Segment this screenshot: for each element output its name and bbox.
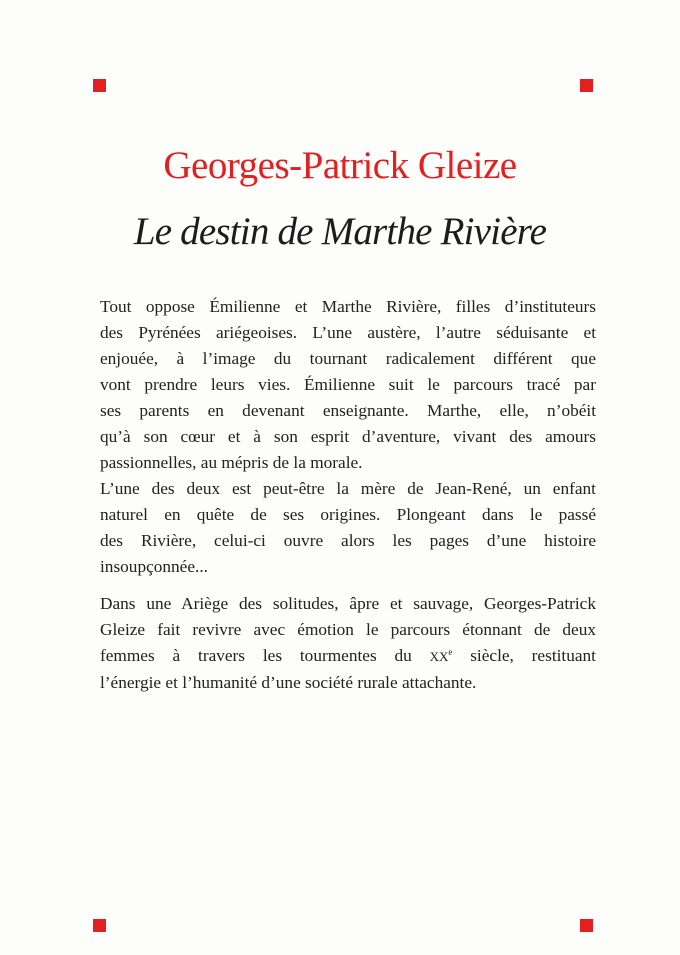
blurb-paragraph-2: [100, 476, 596, 580]
book-title: Le destin de Marthe Rivière: [133, 210, 547, 253]
blurb-line: enjouée, à l’image du tournant radicalement différent que: [100, 349, 596, 368]
blurb-text: siècle, restituant: [452, 646, 596, 665]
corner-square-bottom-right: [580, 919, 593, 932]
blurb-line: des Rivière, celui-ci ouvre alors les pages d’une histoire: [100, 531, 596, 550]
century-numeral: XXe: [429, 647, 453, 664]
blurb-line: des Pyrénées ariégeoises. L’une austère, l’autre séduisante et: [100, 323, 596, 342]
blurb-line: naturel en quête de ses origines. Plongeant dans le passé: [100, 505, 596, 524]
blurb-line: ses parents en devenant enseignante. Marthe, elle, n’obéit: [100, 401, 596, 420]
blurb-line: Gleize fait revivre avec émotion le parcours étonnant de deux: [100, 620, 596, 639]
blurb-line: l’énergie et l’humanité d’une société rurale attachante.: [100, 673, 477, 692]
blurb-line: vont prendre leurs vies. Émilienne suit le parcours tracé par: [100, 375, 596, 394]
author-name: Georges-Patrick Gleize: [163, 144, 517, 187]
corner-square-bottom-left: [93, 919, 106, 932]
century-superscript: e: [448, 647, 453, 657]
blurb-line: L’une des deux est peut-être la mère de Jean-René, un enfant: [100, 479, 596, 498]
blurb-line: passionnelles, au mépris de la morale.: [100, 453, 363, 472]
corner-square-top-left: [93, 79, 106, 92]
blurb-paragraph-1: [100, 294, 596, 476]
blurb-line: Tout oppose Émilienne et Marthe Rivière, filles d’instituteurs: [100, 297, 596, 316]
blurb-line: qu’à son cœur et à son esprit d’aventure, vivant des amours: [100, 427, 596, 446]
blurb-line: insoupçonnée...: [100, 557, 208, 576]
corner-square-top-right: [580, 79, 593, 92]
blurb-text: femmes à travers les tourmentes du: [100, 646, 430, 665]
blurb-paragraph-3: [100, 591, 596, 696]
blurb-line-century: [100, 643, 596, 670]
blurb-line: Dans une Ariège des solitudes, âpre et sauvage, Georges-Patrick: [100, 594, 596, 613]
blurb: [100, 294, 596, 696]
